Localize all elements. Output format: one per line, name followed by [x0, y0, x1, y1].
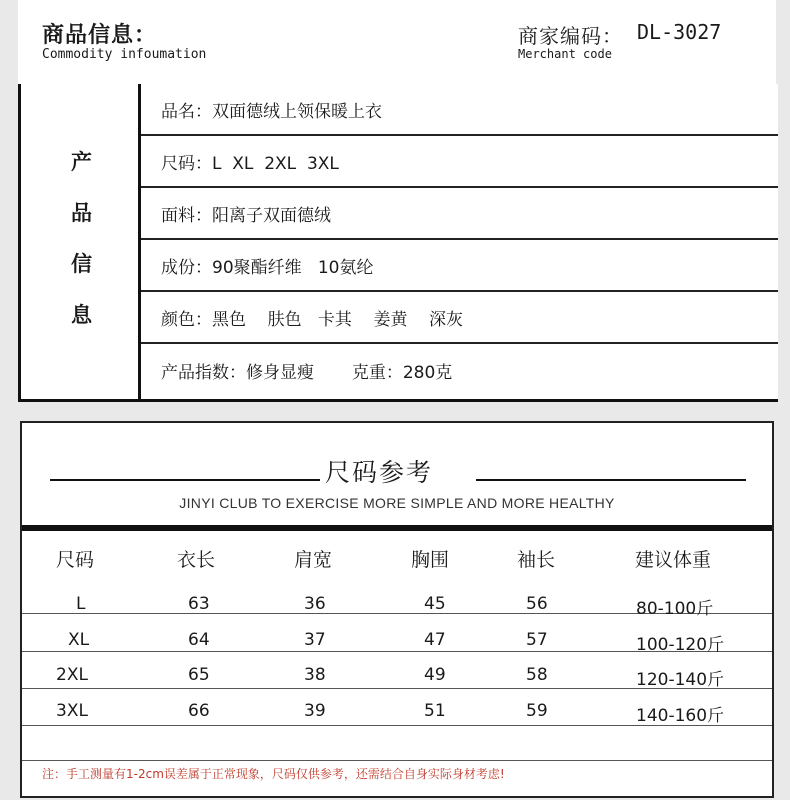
merchant-code-value: DL-3027 [637, 20, 722, 44]
product-info-table [18, 84, 778, 402]
cell-size: XL [68, 630, 90, 650]
cell-shoulder: 36 [304, 594, 326, 614]
cell-shoulder: 37 [304, 630, 326, 650]
cell-shoulder: 38 [304, 665, 326, 685]
header-size: 尺码 [56, 549, 95, 571]
cell-sleeve: 58 [526, 665, 548, 685]
cell-size: 2XL [56, 665, 88, 685]
cell-size: 3XL [56, 701, 88, 721]
title-divider-right [476, 479, 746, 481]
product-size-row: 尺码：L XL 2XL 3XL [141, 136, 778, 188]
product-fabric-row: 面料：阳离子双面德绒 [141, 188, 778, 240]
cell-chest: 47 [424, 630, 446, 650]
cell-weight: 100-120斤 [636, 635, 725, 655]
cell-length: 63 [188, 594, 210, 614]
commodity-info-title: 商品信息： [42, 23, 158, 48]
vertical-char: 品 [71, 201, 92, 225]
cell-weight: 80-100斤 [636, 599, 714, 619]
header-section [18, 0, 776, 87]
cell-sleeve: 57 [526, 630, 548, 650]
vertical-char: 产 [71, 150, 92, 174]
vertical-char: 息 [71, 303, 92, 327]
cell-chest: 49 [424, 665, 446, 685]
cell-chest: 51 [424, 701, 446, 721]
header-sleeve: 袖长 [517, 549, 556, 571]
header-length: 衣长 [177, 549, 216, 571]
merchant-code-label: 商家编码： [518, 24, 623, 48]
size-chart-title: 尺码参考 [325, 458, 434, 487]
title-divider-left [50, 479, 320, 481]
cell-sleeve: 59 [526, 701, 548, 721]
product-composition-row: 成份：90聚酯纤维 10氨纶 [141, 240, 778, 292]
cell-length: 66 [188, 701, 210, 721]
cell-weight: 140-160斤 [636, 706, 725, 726]
product-info-vertical-label [21, 84, 141, 399]
cell-sleeve: 56 [526, 594, 548, 614]
merchant-code-subtitle: Merchant code [518, 47, 612, 61]
product-name-row: 品名：双面德绒上领保暖上衣 [141, 84, 778, 136]
vertical-char: 信 [71, 252, 92, 276]
header-weight: 建议体重 [635, 549, 712, 571]
size-chart [20, 421, 774, 798]
commodity-info-subtitle: Commodity infoumation [42, 47, 207, 62]
product-colors-row: 颜色：黑色 肤色 卡其 姜黄 深灰 [141, 292, 778, 344]
row-divider [22, 760, 772, 761]
cell-shoulder: 39 [304, 701, 326, 721]
measurement-note: 注：手工测量有1-2cm误差属于正常现象，尺码仅供参考，还需结合自身实际身材考虑! [42, 767, 505, 781]
cell-length: 65 [188, 665, 210, 685]
header-chest: 胸围 [411, 549, 450, 571]
header-shoulder: 肩宽 [294, 549, 333, 571]
size-chart-header-bar [22, 525, 772, 531]
size-chart-subtitle: JINYI CLUB TO EXERCISE MORE SIMPLE AND MORE HEALTHY [179, 495, 615, 511]
cell-size: L [76, 594, 86, 614]
cell-length: 64 [188, 630, 210, 650]
product-index-row: 产品指数：修身显瘦 克重：280克 [161, 362, 453, 383]
cell-weight: 120-140斤 [636, 670, 725, 690]
cell-chest: 45 [424, 594, 446, 614]
